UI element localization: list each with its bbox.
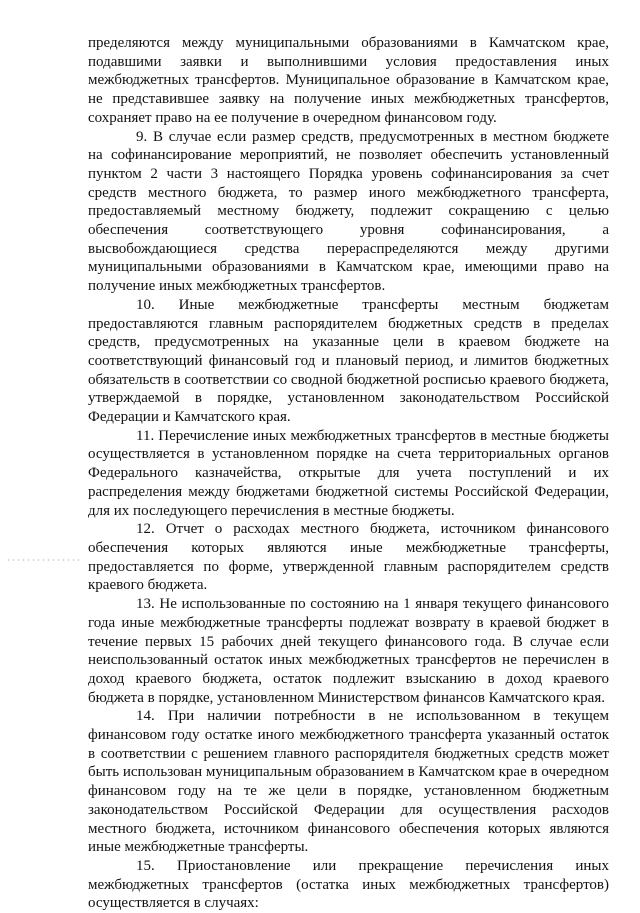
paragraph-11: 11. Перечисление иных межбюджетных трансфертов в местные бюджеты осуществляется в установленном порядке на счета территориальных органов Федерального казначейства, открытые для учета поступлений и их распределения между бюджетами бюджетной системы Российской Федерации, для их последующего перечисления в местные бюджеты. xyxy=(88,427,609,519)
paragraph-15: 15. Приостановление или прекращение перечисления иных межбюджетных трансфертов (остатка иных межбюджетных трансфертов) осуществляется в случаях: xyxy=(88,857,609,912)
paragraph-10: 10. Иные межбюджетные трансферты местным бюджетам предоставляются главным распорядителем бюджетных средств в пределах средств, предусмотренных на указанные цели в краевом бюджете на соответствующий финансовый год и плановый период, и лимитов бюджетных обязательств в соответствии со сводной бюджетной росписью краевого бюджета, утверждаемой в порядке, установленном законодательством Российской Федерации и Камчатского края. xyxy=(88,296,609,426)
paragraph-14: 14. При наличии потребности в не использованном в текущем финансовом году остатке иного межбюджетного трансферта указанный остаток в соответствии с решением главного распорядителя бюджетных средств может быть использован муниципальным образованием в Камчатском крае в очередном финансовом году на те же цели в порядке, установленном бюджетным законодательством Российской Федерации для осуществления расходов местного бюджета, источником финансового обеспечения которых являются иные межбюджетные трансферты. xyxy=(88,708,609,856)
document-body xyxy=(88,34,609,913)
paragraph-12: 12. Отчет о расходах местного бюджета, источником финансового обеспечения которых являются иные межбюджетные трансферты, предоставляется по форме, утвержденной главным распорядителем средств краевого бюджета. xyxy=(88,521,609,594)
scan-artifact-dots xyxy=(6,558,82,562)
paragraph-13: 13. Не использованные по состоянию на 1 января текущего финансового года иные межбюджетные трансферты подлежат возврату в краевой бюджет в течение первых 15 рабочих дней текущего финансового года. В случае если неиспользованный остаток иных межбюджетных трансфертов не перечислен в доход краевого бюджета, остаток подлежит взысканию в доход краевого бюджета в порядке, установленном Министерством финансов Камчатского края. xyxy=(88,596,609,706)
paragraph-9: 9. В случае если размер средств, предусмотренных в местном бюджете на софинансирование мероприятий, не позволяет обеспечить установленный пунктом 2 части 3 настоящего Порядка уровень софинансирования за счет средств местного бюджета, то размер иного межбюджетного трансферта, предоставляемый местному бюджету, подлежит сокращению с целью обеспечения соответствующего уровня софинансирования, а высвобождающиеся средства перераспределяются между другими муниципальными образованиями в Камчатском крае, имеющими право на получение иных межбюджетных трансфертов. xyxy=(88,128,609,295)
paragraph-continuation: пределяются между муниципальными образованиями в Камчатском крае, подавшими заявки и выполнившими условия предоставления иных межбюджетных трансфертов. Муниципальное образование в Камчатском крае, не представившее заявку на получение иных межбюджетных трансфертов, сохраняет право на ее получение в очередном финансовом году. xyxy=(88,35,609,126)
